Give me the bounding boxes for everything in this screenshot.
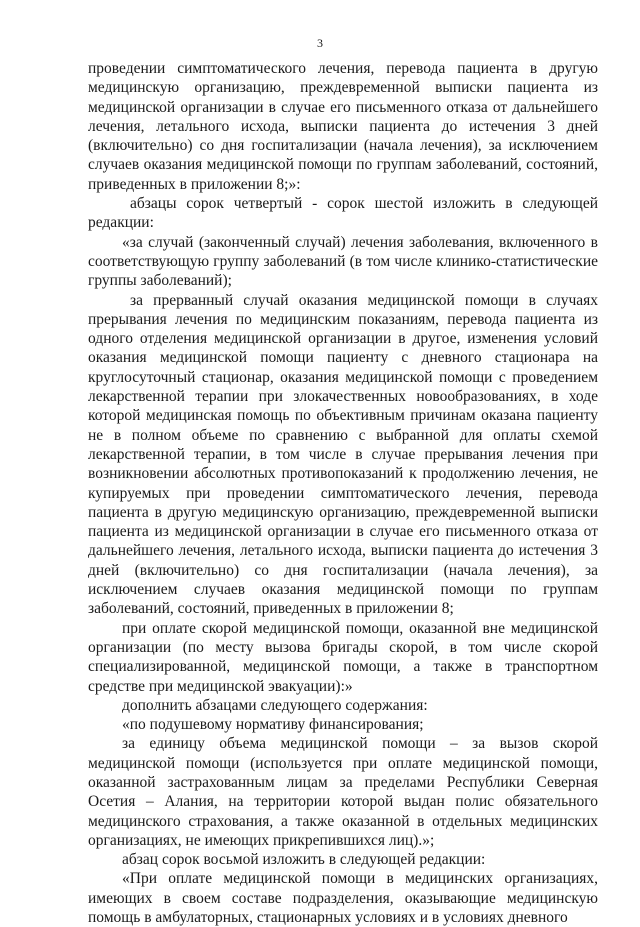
paragraph-interrupted-case: за прерванный случай оказания медицинской помощи в случаях прерывания лечения по медицинским показаниям, перевода пациента из одного отделения медицинской организации в другое, изменения условий оказания медицинской помощи пациенту с дневного стационара на круглосуточный стационар, оказания медицинской помощи с проведением лекарственной терапии при злокачественных новообразованиях, в ходе которой медицинская помощь по объективным причинам оказана пациенту не в полном объеме по сравнению с выбранной для оплаты схемой лекарственной терапии, в том числе в случае прерывания лечения при возникновении абсолютных противопоказаний к продолжению лечения, не купируемых при проведении симптоматического лечения, перевода пациента в другую медицинскую организацию, преждевременной выписки пациента из медицинской организации в случае его письменного отказа от дальнейшего лечения, летального исхода, выписки пациента до истечения 3 дней (включительно) со дня госпитализации (начала лечения), за исключением случаев оказания медицинской помощи по группам заболеваний, состояний, приведенных в приложении 8; [88, 291, 598, 618]
paragraph-48-instruction: абзац сорок восьмой изложить в следующей редакции: [122, 851, 486, 869]
paragraph-quoted-case: «за случай (законченный случай) лечения заболевания, включенного в соответствующую группу заболеваний (в том числе клинико-статистические группы заболеваний); [88, 233, 598, 290]
paragraph-supplement-instruction: дополнить абзацами следующего содержания: [122, 696, 428, 714]
page-number: 3 [317, 36, 323, 50]
paragraph-unit-volume: за единицу объема медицинской помощи – за вызов скорой медицинской помощи (используется при оплате медицинской помощи, оказанной застрахованным лицам за пределами Республики Северная Осетия – Алания, на территории которой выдан полис обязательного медицинского страхования, а также оказанной в отдельных медицинских организациях, не имеющих прикрепившихся лиц).»; [88, 735, 598, 849]
document-body [88, 59, 598, 927]
paragraph-per-capita: «по подушевому нормативу финансирования; [122, 716, 424, 734]
paragraph-continuation: проведении симптоматического лечения, перевода пациента в другую медицинскую организацию, преждевременной выписки пациента из медицинской организации в случае его письменного отказа от дальнейшего лечения, летального исхода, выписки пациента до истечения 3 дней (включительно) со дня госпитализации (начала лечения), за исключением случаев оказания медицинской помощи по группам заболеваний, состояний, приведенных в приложении 8;»: [88, 60, 598, 193]
paragraph-emergency-care: при оплате скорой медицинской помощи, оказанной вне медицинской организации (по месту вызова бригады скорой, в том числе скорой специализированной, медицинской помощи, а также в транспортном средстве при медицинской эвакуации):» [88, 619, 598, 695]
paragraph-payment-orgs: «При оплате медицинской помощи в медицинских организациях, имеющих в своем составе подразделения, оказывающие медицинскую помощь в амбулаторных, стационарных условиях и в условиях дневного [88, 870, 598, 927]
paragraph-amendment-instruction: абзацы сорок четвертый - сорок шестой изложить в следующей редакции: [88, 195, 598, 232]
